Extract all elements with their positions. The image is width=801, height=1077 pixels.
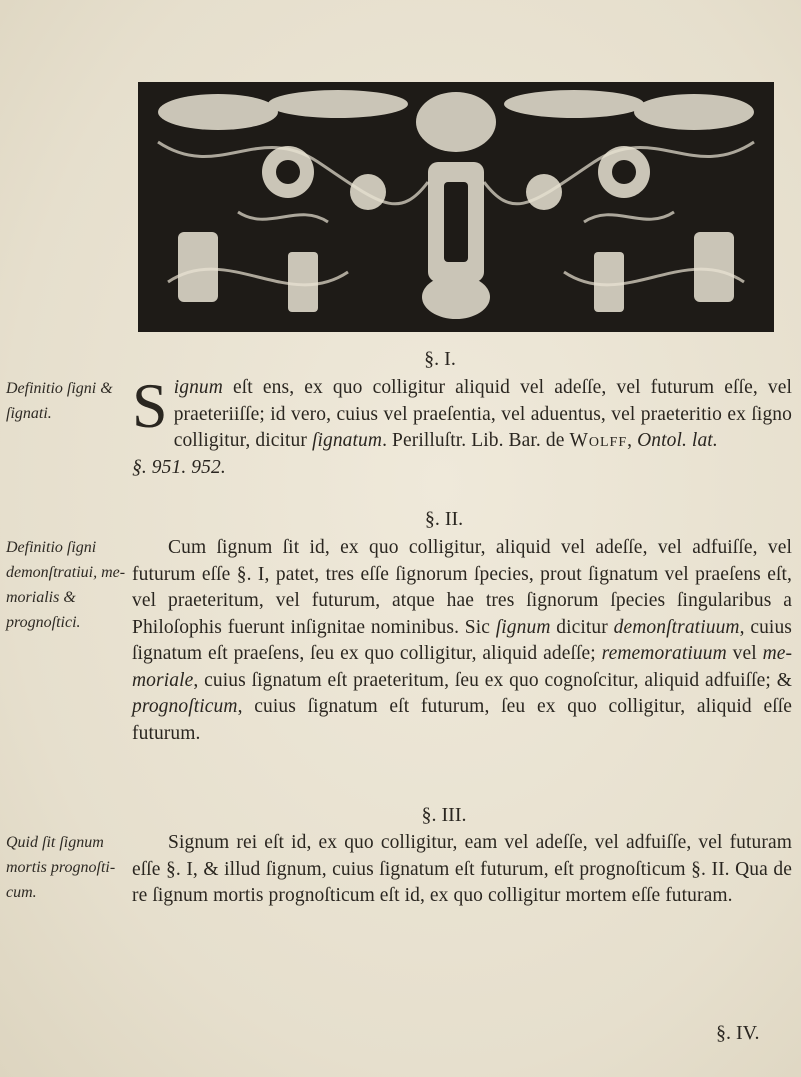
paragraph-1: [132, 370, 792, 481]
text-run: . Perilluſtr. Lib. Bar. de: [382, 430, 570, 451]
text-run: , cuius ſignatum eſt praeſens, ſeu ex quo colligitur, aliquid adeſſe;: [132, 616, 792, 664]
term-signum: ſignum: [495, 616, 551, 638]
text-run: eſt ens, ex quo colligitur aliquid vel adeſſe, vel futurum eſſe, vel praeteriiſſe; id vero, cuius vel praeſentia, vel aduentus, vel praeteritio ex ſigno colligitur, dicitur: [173, 377, 792, 451]
text-run: ,: [627, 430, 638, 451]
lead-word: ignum: [173, 377, 223, 398]
paragraph-2: [132, 535, 792, 747]
term-memoriale: memoriale: [132, 643, 793, 691]
paragraph-3: Signum rei eſt id, ex quo colligitur, eam vel adeſſe, vel adfuiſſe, vel futuram eſſe §. I, & illud ſignum, cuius ſignatum eſt futurum, eſt prognoſticum §. II. Qua de re ſignum mortis prognoſticum eſt id, ex quo colligitur mortem eſſe futuram.: [132, 832, 792, 906]
margin-note-1: Definitio ſigni & ſignati.: [6, 380, 113, 422]
text-run: , cuius ſignatum eſt praeteritum, ſeu ex quo cognoſcitur, aliquid adfuiſſe; &: [193, 669, 792, 691]
term-signatum: ſignatum: [311, 430, 383, 451]
author-name: Wolff: [569, 430, 628, 451]
term-rememoratiuum: rememoratiuum: [601, 643, 727, 664]
term-demonstratiuum: demonſtratiuum: [613, 616, 740, 638]
text-run: , cuius ſignatum eſt futurum, ſeu ex quo colligitur, aliquid eſſe futurum.: [132, 696, 792, 744]
text-run: Cum ſignum ſit id, ex quo colligitur, aliquid vel adeſſe, vel adfuiſſe, vel futurum eſſe §. I, patet, tres eſſe ſignorum ſpecies, prout ſignatum vel praeſens eſt, vel praeteritum, vel futurum, atque hae tres ſignorum ſpecies ſingularibus a Philoſophis fuerunt inſignitae nominibus. Sic: [132, 537, 792, 638]
paragraph-reference: §. 951. 952.: [132, 456, 226, 478]
section-mark-3: §. III.: [421, 804, 467, 826]
work-title: Ontol. lat.: [637, 430, 718, 451]
drop-capital: S: [132, 370, 168, 441]
section-mark-1: §. I.: [424, 348, 456, 370]
section-mark-2: §. II.: [424, 508, 464, 530]
catchword: §. IV.: [716, 1022, 760, 1044]
text-run: vel: [726, 643, 763, 664]
term-prognosticum: prognoſticum: [132, 696, 238, 717]
margin-note-3: Quid ſit ſignum mortis prognoſticum.: [6, 834, 116, 901]
text-run: dicitur: [550, 616, 614, 638]
margin-note-2: Definitio ſigni demonſtratiui, memorialis & prognoſtici.: [6, 539, 126, 631]
ornamental-headpiece: [138, 82, 774, 332]
